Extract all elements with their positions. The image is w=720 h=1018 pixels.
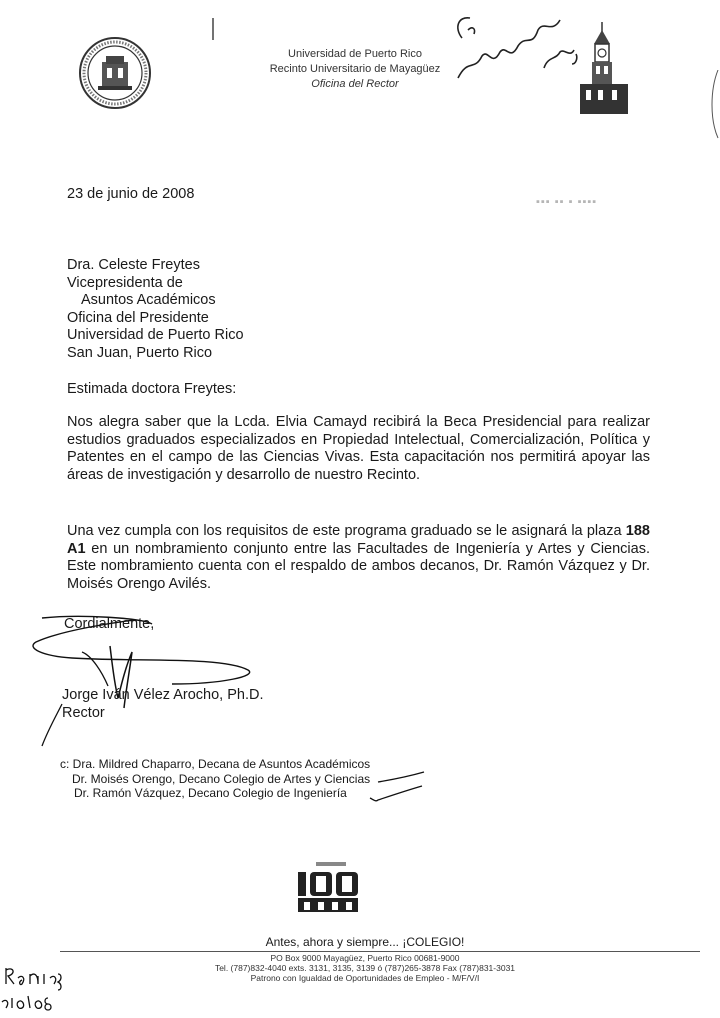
cc-item: Dr. Moisés Orengo, Decano Colegio de Artes y Ciencias	[72, 771, 371, 786]
letter-date: 23 de junio de 2008	[67, 186, 195, 202]
stray-mark	[210, 16, 216, 42]
letterhead	[230, 47, 480, 92]
page-edge-mark	[706, 70, 720, 140]
letterhead-university: Universidad de Puerto Rico	[288, 48, 422, 60]
signer-name: Jorge Iván Vélez Arocho, Ph.D.	[62, 687, 264, 703]
footer-contact	[150, 953, 580, 983]
recipient-name: Dra. Celeste Freytes	[67, 257, 200, 273]
body-paragraph-1: Nos alegra saber que la Lcda. Elvia Camayd recibirá la Beca Presidencial para realizar estudios graduados especializados en Propiedad Intelectual, Comercialización, Política y Patentes en el campo de las Ciencias Vivas. Esta capacitación nos permitirá apoyar las áreas de investigación y desarrollo de nuestro Recinto.	[67, 414, 650, 483]
recipient-title-cont: Asuntos Académicos	[81, 292, 216, 309]
received-stamp: ▪▪▪ ▪▪ ▪ ▪▪▪▪	[536, 196, 598, 208]
handwritten-margin-note	[0, 962, 70, 1012]
letterhead-office: Oficina del Rector	[311, 78, 399, 90]
university-seal-icon	[78, 36, 152, 110]
body-paragraph-2	[67, 523, 650, 593]
recipient-title: Vicepresidenta de	[67, 274, 183, 291]
clock-tower-icon	[576, 22, 630, 120]
handwritten-signature	[22, 612, 272, 752]
100-anos-logo-icon	[296, 860, 366, 928]
recipient-address	[67, 257, 244, 363]
footer-equal-opportunity: Patrono con Igualdad de Oportunidades de Empleo - M/F/V/I	[250, 973, 480, 983]
recipient-city: San Juan, Puerto Rico	[67, 344, 213, 361]
signer-title: Rector	[62, 705, 105, 721]
recipient-office: Oficina del Presidente	[67, 309, 209, 326]
closing: Cordialmente,	[64, 616, 155, 632]
cc-list	[60, 757, 370, 801]
footer-divider	[60, 951, 700, 952]
recipient-institution: Universidad de Puerto Rico	[67, 327, 244, 344]
paragraph-2-text-a: Una vez cumpla con los requisitos de este programa graduado se le asignará la plaza	[67, 523, 626, 539]
footer-phones: Tel. (787)832-4040 exts. 3131, 3135, 3139 ó (787)265-3878 Fax (787)831-3031	[214, 963, 516, 973]
handwritten-checkmarks	[360, 770, 430, 804]
cc-item: Dr. Ramón Vázquez, Decano Colegio de Ingeniería	[74, 786, 347, 800]
signer-block	[62, 686, 264, 722]
footer-address: PO Box 9000 Mayagüez, Puerto Rico 00681-9000	[270, 953, 460, 963]
letterhead-campus: Recinto Universitario de Mayagüez	[269, 63, 441, 75]
paragraph-2-text-b: en un nombramiento conjunto entre las Facultades de Ingeniería y Artes y Ciencias. Este nombramiento cuenta con el respaldo de ambos decanos, Dr. Ramón Vázquez y Dr. Moisés Orengo Avilés.	[67, 540, 650, 592]
plaza-number: 188 A1	[67, 523, 650, 557]
handwritten-note-top	[448, 8, 588, 88]
footer-tagline: Antes, ahora y siempre... ¡COLEGIO!	[265, 935, 465, 949]
cc-item: c: Dra. Mildred Chaparro, Decana de Asuntos Académicos	[60, 757, 371, 771]
salutation: Estimada doctora Freytes:	[67, 381, 237, 397]
